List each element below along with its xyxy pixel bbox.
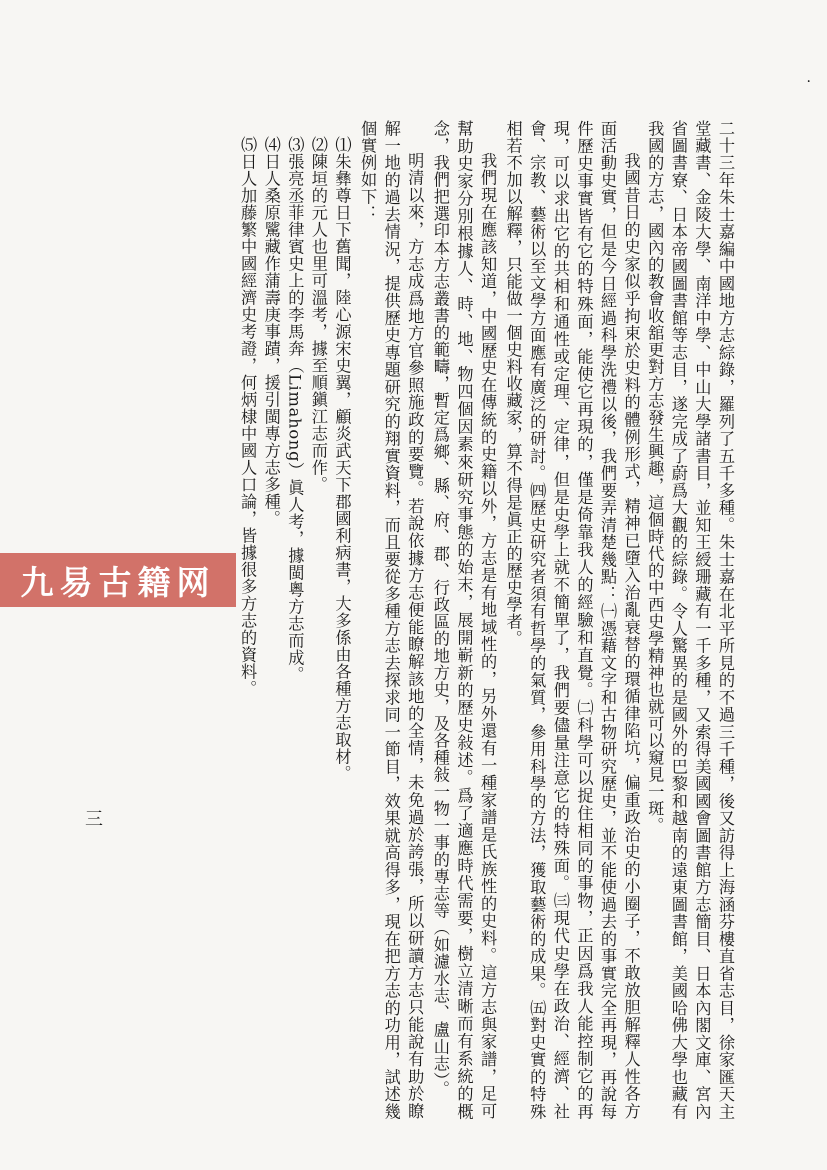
paragraph-4: 明清以來，方志成爲地方官參照施政的要覽。若說依據方志便能瞭解該地的全情，未免過於誇張，所以研讀方志只能說有助於瞭解一地的過去情況，提供歷史專題研究的翔實資料，而且要從多種方志去探求同一節目，效果就高得多，現在把方志的功用，試述幾個實例如下：	[358, 120, 425, 1120]
page-body	[236, 120, 737, 1120]
watermark-text: 九易古籍网	[20, 562, 216, 602]
list-item-4: ⑷日人桑原騭藏作蒲壽庚事蹟，援引閩專方志多種。	[261, 136, 281, 528]
watermark-banner	[0, 553, 236, 607]
paragraph-1: 二十三年朱士嘉編中國地方志綜錄，羅列了五千多種。朱士嘉在北平所見的不過三千種，後又訪得上海涵芬樓直省志目，徐家匯天主堂藏書、金陵大學、南洋中學、中山大學諸書目，並知王綬珊藏有一千多種，又索得美國國會圖書館方志簡目、日本內閣文庫、宮內省圖書寮、日本帝國圖書館等志目，遂完成了蔚爲大觀的綜錄。令人驚異的是國外的巴黎和越南的遠東圖書館，美國哈佛大學也藏有我國的方志，國內的教會收舘更對方志發生興趣，這個時代的中西史學精神也就可以窺見一斑。	[645, 120, 735, 1120]
paragraph-3: 我們現在應該知道，中國歷史在傳統的史籍以外，方志是有地域性的，另外還有一種家譜是氏族性的史料。這方志與家譜，足可幫助史家分別根據人、時、地、物四個因素來研究事態的始末，展開嶄新的歷史敍述。爲了適應時代需要，樹立清晰而有系統的概念，我們把選印本方志叢書的範疇，暫定爲鄉、縣、府、郡、行政區的地方史，及各種敍一物一事的專志等（如濾水志、盧山志）。	[430, 120, 498, 1120]
list-item-3: ⑶張亮丞菲律賓史上的李馬奔（Limahong）眞人考，據閩粵方志而成。	[285, 136, 305, 684]
list-item-5: ⑸日人加藤繁中國經濟史考證，何炳棣中國人口論，皆據很多方志的資料。	[238, 136, 258, 698]
list-item-2: ⑵陳垣的元人也里可溫考，據至順鎭江志而作。	[308, 136, 328, 494]
page-number: 三	[85, 809, 105, 830]
paragraph-2: 我國昔日的史家似乎拘束於史料的體例形式，精神已墮入治亂衰替的環循律陷坑，偏重政治史的小圈子，不敢放胆解釋人性各方面活動史實，但是今日經過科學洗禮以後，我們要弄清楚幾點：㈠憑藉文字和古物研究歷史，並不能使過去的事實完全再現，再說每件歷史事實皆有它的特殊面，能使它再現的，僅是倚靠我人的經驗和直覺。㈡科學可以捉住相同的事物，正因爲我人能控制它的再現，可以求出它的共相和通性或定理、定律，但是史學上就不簡單了，我們要儘量注意它的特殊面。㈢現代史學在政治、經濟、社會、宗教、藝術以至文學方面應有廣泛的研討。㈣歷史研究者須有哲學的氣質，參用科學的方法，獲取藝術的成果。㈤對史實的特殊相若不加以解釋，只能做一個史料收藏家，算不得是眞正的歷史學者。	[503, 120, 641, 1120]
list-item-1: ⑴朱彝尊日下舊聞，陸心源宋史翼，顧炎武天下郡國利病書，大多係由各種方志取材。	[332, 136, 352, 783]
corner-mark: ·	[806, 74, 811, 90]
